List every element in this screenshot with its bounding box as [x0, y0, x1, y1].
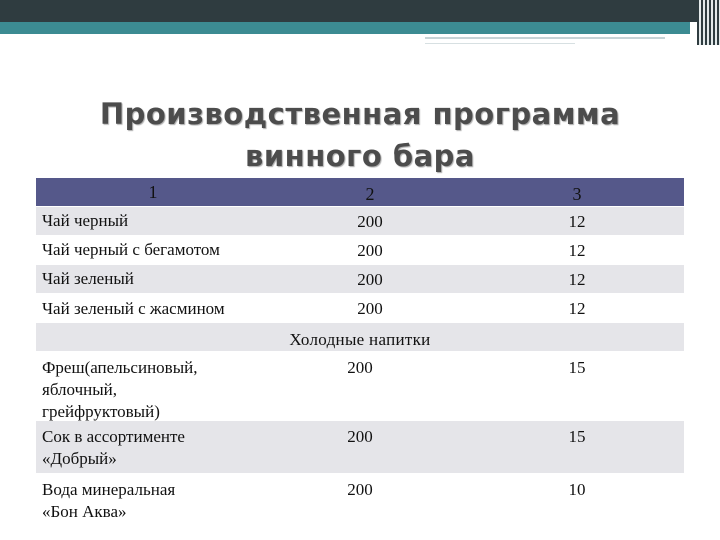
row-price: 12	[568, 270, 586, 289]
decor-stripes	[697, 0, 720, 45]
row-name-line: Сок в ассортименте	[42, 427, 185, 446]
section-row	[36, 323, 684, 351]
row-qty: 200	[347, 427, 373, 446]
decor-line	[425, 37, 665, 39]
top-teal-bar	[0, 22, 690, 34]
table-row	[36, 294, 684, 322]
header-col-3: 3	[572, 184, 582, 204]
row-name	[36, 426, 250, 470]
row-name: Чай зеленый с жасмином	[42, 299, 225, 318]
row-name: Чай черный с бегамотом	[42, 240, 220, 259]
row-price: 15	[568, 358, 586, 377]
header-col-2: 2	[365, 184, 375, 204]
row-price: 12	[568, 212, 586, 231]
table-row	[36, 236, 684, 264]
header-col-1: 1	[148, 182, 158, 202]
title-line-2: винного бара	[245, 139, 475, 173]
row-qty: 200	[347, 358, 373, 377]
decor-line-short	[425, 43, 575, 44]
row-qty: 200	[347, 480, 373, 499]
row-name-line: яблочный,	[42, 380, 118, 399]
table-header-row	[36, 178, 684, 206]
row-name-line: грейфруктовый)	[42, 402, 160, 421]
row-name: Чай черный	[42, 211, 129, 230]
table-row	[36, 474, 684, 524]
row-price: 15	[568, 427, 586, 446]
row-qty: 200	[357, 270, 383, 289]
row-name: Чай зеленый	[42, 269, 134, 288]
page-title	[60, 93, 660, 177]
table-row	[36, 421, 684, 473]
section-title: Холодные напитки	[289, 330, 431, 349]
row-price: 10	[568, 480, 586, 499]
row-name-line: Фреш(апельсиновый,	[42, 358, 198, 377]
title-line-1: Производственная программа	[99, 97, 621, 131]
top-dark-bar	[0, 0, 720, 22]
row-name-line: Вода минеральная	[42, 480, 176, 499]
row-name	[36, 357, 250, 423]
row-qty: 200	[357, 212, 383, 231]
table-row	[36, 265, 684, 293]
row-qty: 200	[357, 299, 383, 318]
row-qty: 200	[357, 241, 383, 260]
row-name	[36, 479, 250, 523]
table-row	[36, 207, 684, 235]
row-name-line: «Бон Аква»	[42, 502, 127, 521]
row-name-line: «Добрый»	[42, 449, 117, 468]
row-price: 12	[568, 299, 586, 318]
table-row	[36, 352, 684, 420]
row-price: 12	[568, 241, 586, 260]
